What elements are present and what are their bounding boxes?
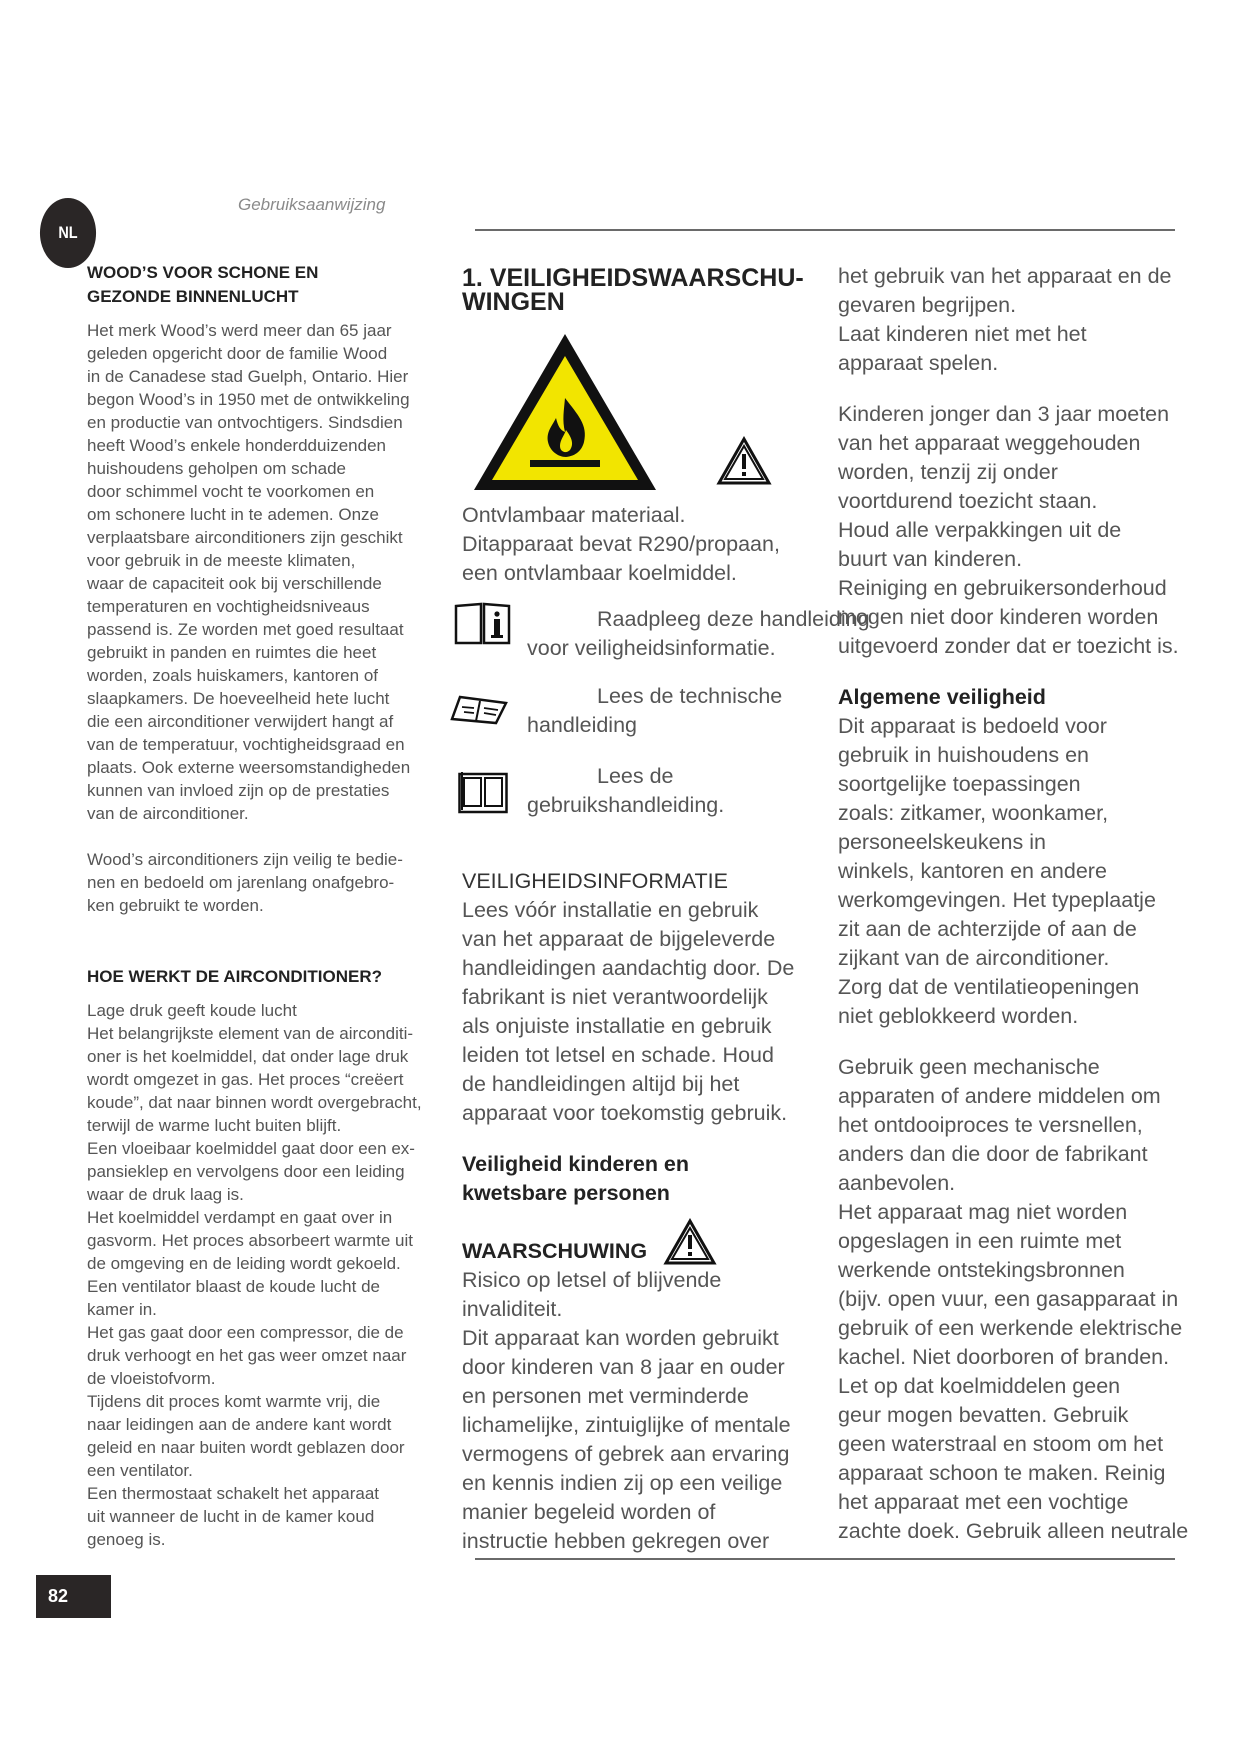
body-line: oner is het koelmiddel, dat onder lage druk: [87, 1047, 409, 1066]
body-line: koude”, dat naar binnen wordt overgebracht,: [87, 1093, 422, 1112]
body-line: nen en bedoeld om jarenlang onafgebro-: [87, 873, 395, 892]
body-line: Kinderen jonger dan 3 jaar moeten: [838, 402, 1170, 426]
body-line: gebruik of een werkende elektrische: [838, 1316, 1183, 1340]
body-line: het gebruik van het apparaat en de: [838, 264, 1172, 288]
body-line: Laat kinderen niet met het: [838, 322, 1087, 346]
body-line: de omgeving en de leiding wordt gekoeld.: [87, 1254, 401, 1273]
body-line: handleidingen aandachtig door. De: [462, 956, 795, 980]
body-line: door kinderen van 8 jaar en ouder: [462, 1355, 785, 1379]
body-line: geleden opgericht door de familie Wood: [87, 344, 388, 363]
warning-triangle-icon: [663, 1218, 717, 1266]
body-line: genoeg is.: [87, 1530, 166, 1549]
body-line: van het apparaat weggehouden: [838, 431, 1141, 455]
body-line: buurt van kinderen.: [838, 547, 1023, 571]
body-line: zijkant van de airconditioner.: [838, 946, 1110, 970]
body-line: in de Canadese stad Guelph, Ontario. Hier: [87, 367, 409, 386]
body-line: Dit apparaat kan worden gebruikt: [462, 1326, 779, 1350]
body-line: van de temperatuur, vochtigheidsgraad en: [87, 735, 405, 754]
body-line: anders dan die door de fabrikant: [838, 1142, 1148, 1166]
body-line: werkomgevingen. Het typeplaatje: [838, 888, 1156, 912]
technical-manual-text: [462, 682, 902, 740]
body-line: gasvorm. Het proces absorbeert warmte uit: [87, 1231, 413, 1250]
body-line: voortdurend toezicht staan.: [838, 489, 1098, 513]
body-line: uitgevoerd zonder dat er toezicht is.: [838, 634, 1179, 658]
body-line: de vloeistofvorm.: [87, 1369, 216, 1388]
body-line: en productie van ontvochtigers. Sindsdien: [87, 413, 403, 432]
body-line: personeelskeukens in: [838, 830, 1046, 854]
body-line: ken gebruikt te worden.: [87, 896, 264, 915]
body-line: Het koelmiddel verdampt en gaat over in: [87, 1208, 393, 1227]
body-line: pansieklep en vervolgens door een leiding: [87, 1162, 405, 1181]
technical-manual-line1: Lees de technische: [597, 684, 783, 708]
body-line: gebruik in huishoudens en: [838, 743, 1090, 767]
body-line: apparaten of andere middelen om: [838, 1084, 1161, 1108]
body-line: temperaturen en vochtigheidsniveaus: [87, 597, 370, 616]
section-title-how-it-works: HOE WERKT DE AIRCONDITIONER?: [87, 967, 382, 986]
children-under-3-para: [838, 400, 1193, 661]
body-line: apparaat spelen.: [838, 351, 999, 375]
body-line: druk verhoogt en het gas weer omzet naar: [87, 1346, 407, 1365]
body-line: begon Wood’s in 1950 met de ontwikkeling: [87, 390, 410, 409]
body-line: plaats. Ook externe weersomstandigheden: [87, 758, 411, 777]
flammable-description: [462, 501, 820, 588]
top-rule: [475, 229, 1175, 231]
body-line: gebruikt in panden en ruimtes die heet: [87, 643, 377, 662]
body-line: Dit apparaat is bedoeld voor: [838, 714, 1107, 738]
body-line: opgeslagen in een ruimte met: [838, 1229, 1122, 1253]
children-title-line2: kwetsbare personen: [462, 1181, 670, 1205]
body-line: het ontdooiproces te versnellen,: [838, 1113, 1143, 1137]
body-line: naar leidingen aan de andere kant wordt: [87, 1415, 392, 1434]
body-line: apparaat voor toekomstig gebruik.: [462, 1101, 788, 1125]
body-line: een ventilator.: [87, 1461, 193, 1480]
body-line: slaapkamers. De hoeveelheid hete lucht: [87, 689, 390, 708]
body-line: gevaren begrijpen.: [838, 293, 1017, 317]
body-line: Het gas gaat door een compressor, die de: [87, 1323, 404, 1342]
body-line: Het merk Wood’s werd meer dan 65 jaar: [87, 321, 392, 340]
body-line: om schonere lucht in te ademen. Onze: [87, 505, 379, 524]
body-line: geleid en naar buiten wordt geblazen door: [87, 1438, 405, 1457]
section-woods-body: [87, 319, 435, 825]
body-line: Lees vóór installatie en gebruik: [462, 898, 759, 922]
body-line: terwijl de warme lucht buiten blijft.: [87, 1116, 342, 1135]
body-line: Tijdens dit proces komt warmte vrij, die: [87, 1392, 381, 1411]
body-line: zoals: zitkamer, woonkamer,: [838, 801, 1109, 825]
body-line: zit aan de achterzijde of aan de: [838, 917, 1137, 941]
language-badge: NL: [40, 198, 96, 268]
section-title-line1: 1. VEILIGHEIDSWAARSCHU-: [462, 264, 804, 292]
warning-body: [462, 1266, 820, 1556]
document-title: Gebruiksaanwijzing: [238, 195, 386, 214]
defrost-storage-para: [838, 1053, 1193, 1546]
section-woods-body-2: [87, 848, 435, 917]
general-safety-body: [838, 712, 1193, 1031]
body-line: aanbevolen.: [838, 1171, 956, 1195]
body-line: en personen met verminderde: [462, 1384, 749, 1408]
body-line: passend is. Ze worden met goed resultaat: [87, 620, 404, 639]
section-title-woods-line2: GEZONDE BINNENLUCHT: [87, 287, 299, 306]
body-line: Risico op letsel of blijvende: [462, 1268, 722, 1292]
bottom-rule: [475, 1558, 1175, 1560]
body-line: kachel. Niet doorboren of branden.: [838, 1345, 1170, 1369]
warning-title: WAARSCHUWING: [462, 1239, 648, 1263]
body-line: vermogens of gebrek aan ervaring: [462, 1442, 790, 1466]
user-manual-line1: Lees de: [597, 764, 674, 788]
body-line: Ontvlambaar materiaal.: [462, 503, 686, 527]
body-line: en kennis indien zij op een veilige: [462, 1471, 783, 1495]
manual-info-line2: voor veiligheidsinformatie.: [527, 636, 776, 660]
body-line: Het belangrijkste element van de airconditi-: [87, 1024, 414, 1043]
body-line: lichamelijke, zintuiglijke of mentale: [462, 1413, 791, 1437]
body-line: huishoudens geholpen om schade: [87, 459, 346, 478]
manual-info-line1: Raadpleeg deze handleiding: [597, 607, 870, 631]
body-line: Houd alle verpakkingen uit de: [838, 518, 1122, 542]
safety-info-block: [462, 867, 820, 1128]
body-line: van het apparaat de bijgeleverde: [462, 927, 776, 951]
body-line: Let op dat koelmiddelen geen: [838, 1374, 1121, 1398]
body-line: leiden tot letsel en schade. Houd: [462, 1043, 774, 1067]
body-line: Lage druk geeft koude lucht: [87, 1001, 297, 1020]
body-line: kamer in.: [87, 1300, 157, 1319]
warning-block: [462, 1237, 820, 1556]
general-safety-title: Algemene veiligheid: [838, 685, 1046, 709]
body-line: Een thermostaat schakelt het apparaat: [87, 1484, 380, 1503]
body-line: worden, zoals huiskamers, kantoren of: [87, 666, 379, 685]
body-line: worden, tenzij zij onder: [838, 460, 1058, 484]
body-line: zachte doek. Gebruik alleen neutrale: [838, 1519, 1189, 1543]
body-line: Reiniging en gebruikersonderhoud: [838, 576, 1167, 600]
section-title-safety-warnings: [462, 266, 812, 314]
body-line: waar de capaciteit ook bij verschillende: [87, 574, 382, 593]
body-line: voor gebruik in de meeste klimaten,: [87, 551, 356, 570]
children-supervision-para: [838, 262, 1193, 378]
body-line: van de airconditioner.: [87, 804, 249, 823]
body-line: instructie hebben gekregen over: [462, 1529, 770, 1553]
body-line: (bijv. open vuur, een gasapparaat in: [838, 1287, 1179, 1311]
page-number: 82: [36, 1575, 111, 1618]
body-line: Ditapparaat bevat R290/propaan,: [462, 532, 780, 556]
column-3: [838, 262, 1193, 1546]
body-line: de handleidingen altijd bij het: [462, 1072, 740, 1096]
body-line: uit wanneer de lucht in de kamer koud: [87, 1507, 375, 1526]
body-line: niet geblokkeerd worden.: [838, 1004, 1079, 1028]
body-line: kunnen van invloed zijn op de prestaties: [87, 781, 390, 800]
manual-info-text: [462, 605, 902, 663]
body-line: soortgelijke toepassingen: [838, 772, 1081, 796]
user-manual-text: [462, 762, 902, 820]
body-line: Een ventilator blaast de koude lucht de: [87, 1277, 380, 1296]
body-line: heeft Wood’s enkele honderdduizenden: [87, 436, 386, 455]
column-1-section-2: [87, 965, 435, 1551]
body-line: Wood’s airconditioners zijn veilig te bedie-: [87, 850, 403, 869]
user-manual-line2: gebruikshandleiding.: [527, 793, 725, 817]
flammable-warning-icon: [470, 330, 660, 495]
body-line: Een vloeibaar koelmiddel gaat door een ex-: [87, 1139, 415, 1158]
body-line: manier begeleid worden of: [462, 1500, 716, 1524]
safety-info-body: [462, 896, 820, 1128]
body-line: een ontvlambaar koelmiddel.: [462, 561, 737, 585]
body-line: werkende ontstekingsbronnen: [838, 1258, 1125, 1282]
body-line: apparaat schoon te maken. Reinig: [838, 1461, 1166, 1485]
body-line: als onjuiste installatie en gebruik: [462, 1014, 772, 1038]
body-line: waar de druk laag is.: [87, 1185, 244, 1204]
children-safety-title: [462, 1150, 820, 1208]
body-line: geen waterstraal en stoom om het: [838, 1432, 1164, 1456]
technical-manual-line2: handleiding: [527, 713, 637, 737]
safety-info-title: VEILIGHEIDSINFORMATIE: [462, 869, 728, 893]
column-1: [87, 261, 435, 917]
body-line: Het apparaat mag niet worden: [838, 1200, 1128, 1224]
body-line: wordt omgezet in gas. Het proces “creëert: [87, 1070, 404, 1089]
body-line: mogen niet door kinderen worden: [838, 605, 1159, 629]
body-line: verplaatsbare airconditioners zijn geschikt: [87, 528, 403, 547]
body-line: door schimmel vocht te voorkomen en: [87, 482, 375, 501]
section-how-it-works-body: [87, 999, 435, 1551]
children-title-line1: Veiligheid kinderen en: [462, 1152, 690, 1176]
section-title-line2: WINGEN: [462, 288, 565, 316]
caution-triangle-icon: [716, 436, 772, 486]
body-line: invaliditeit.: [462, 1297, 563, 1321]
body-line: geur mogen bevatten. Gebruik: [838, 1403, 1129, 1427]
section-title-woods-line1: WOOD’S VOOR SCHONE EN: [87, 263, 319, 282]
body-line: Gebruik geen mechanische: [838, 1055, 1100, 1079]
body-line: die een airconditioner verwijdert hangt af: [87, 712, 394, 731]
body-line: Zorg dat de ventilatieopeningen: [838, 975, 1140, 999]
body-line: het apparaat met een vochtige: [838, 1490, 1129, 1514]
body-line: fabrikant is niet verantwoordelijk: [462, 985, 768, 1009]
body-line: winkels, kantoren en andere: [838, 859, 1107, 883]
